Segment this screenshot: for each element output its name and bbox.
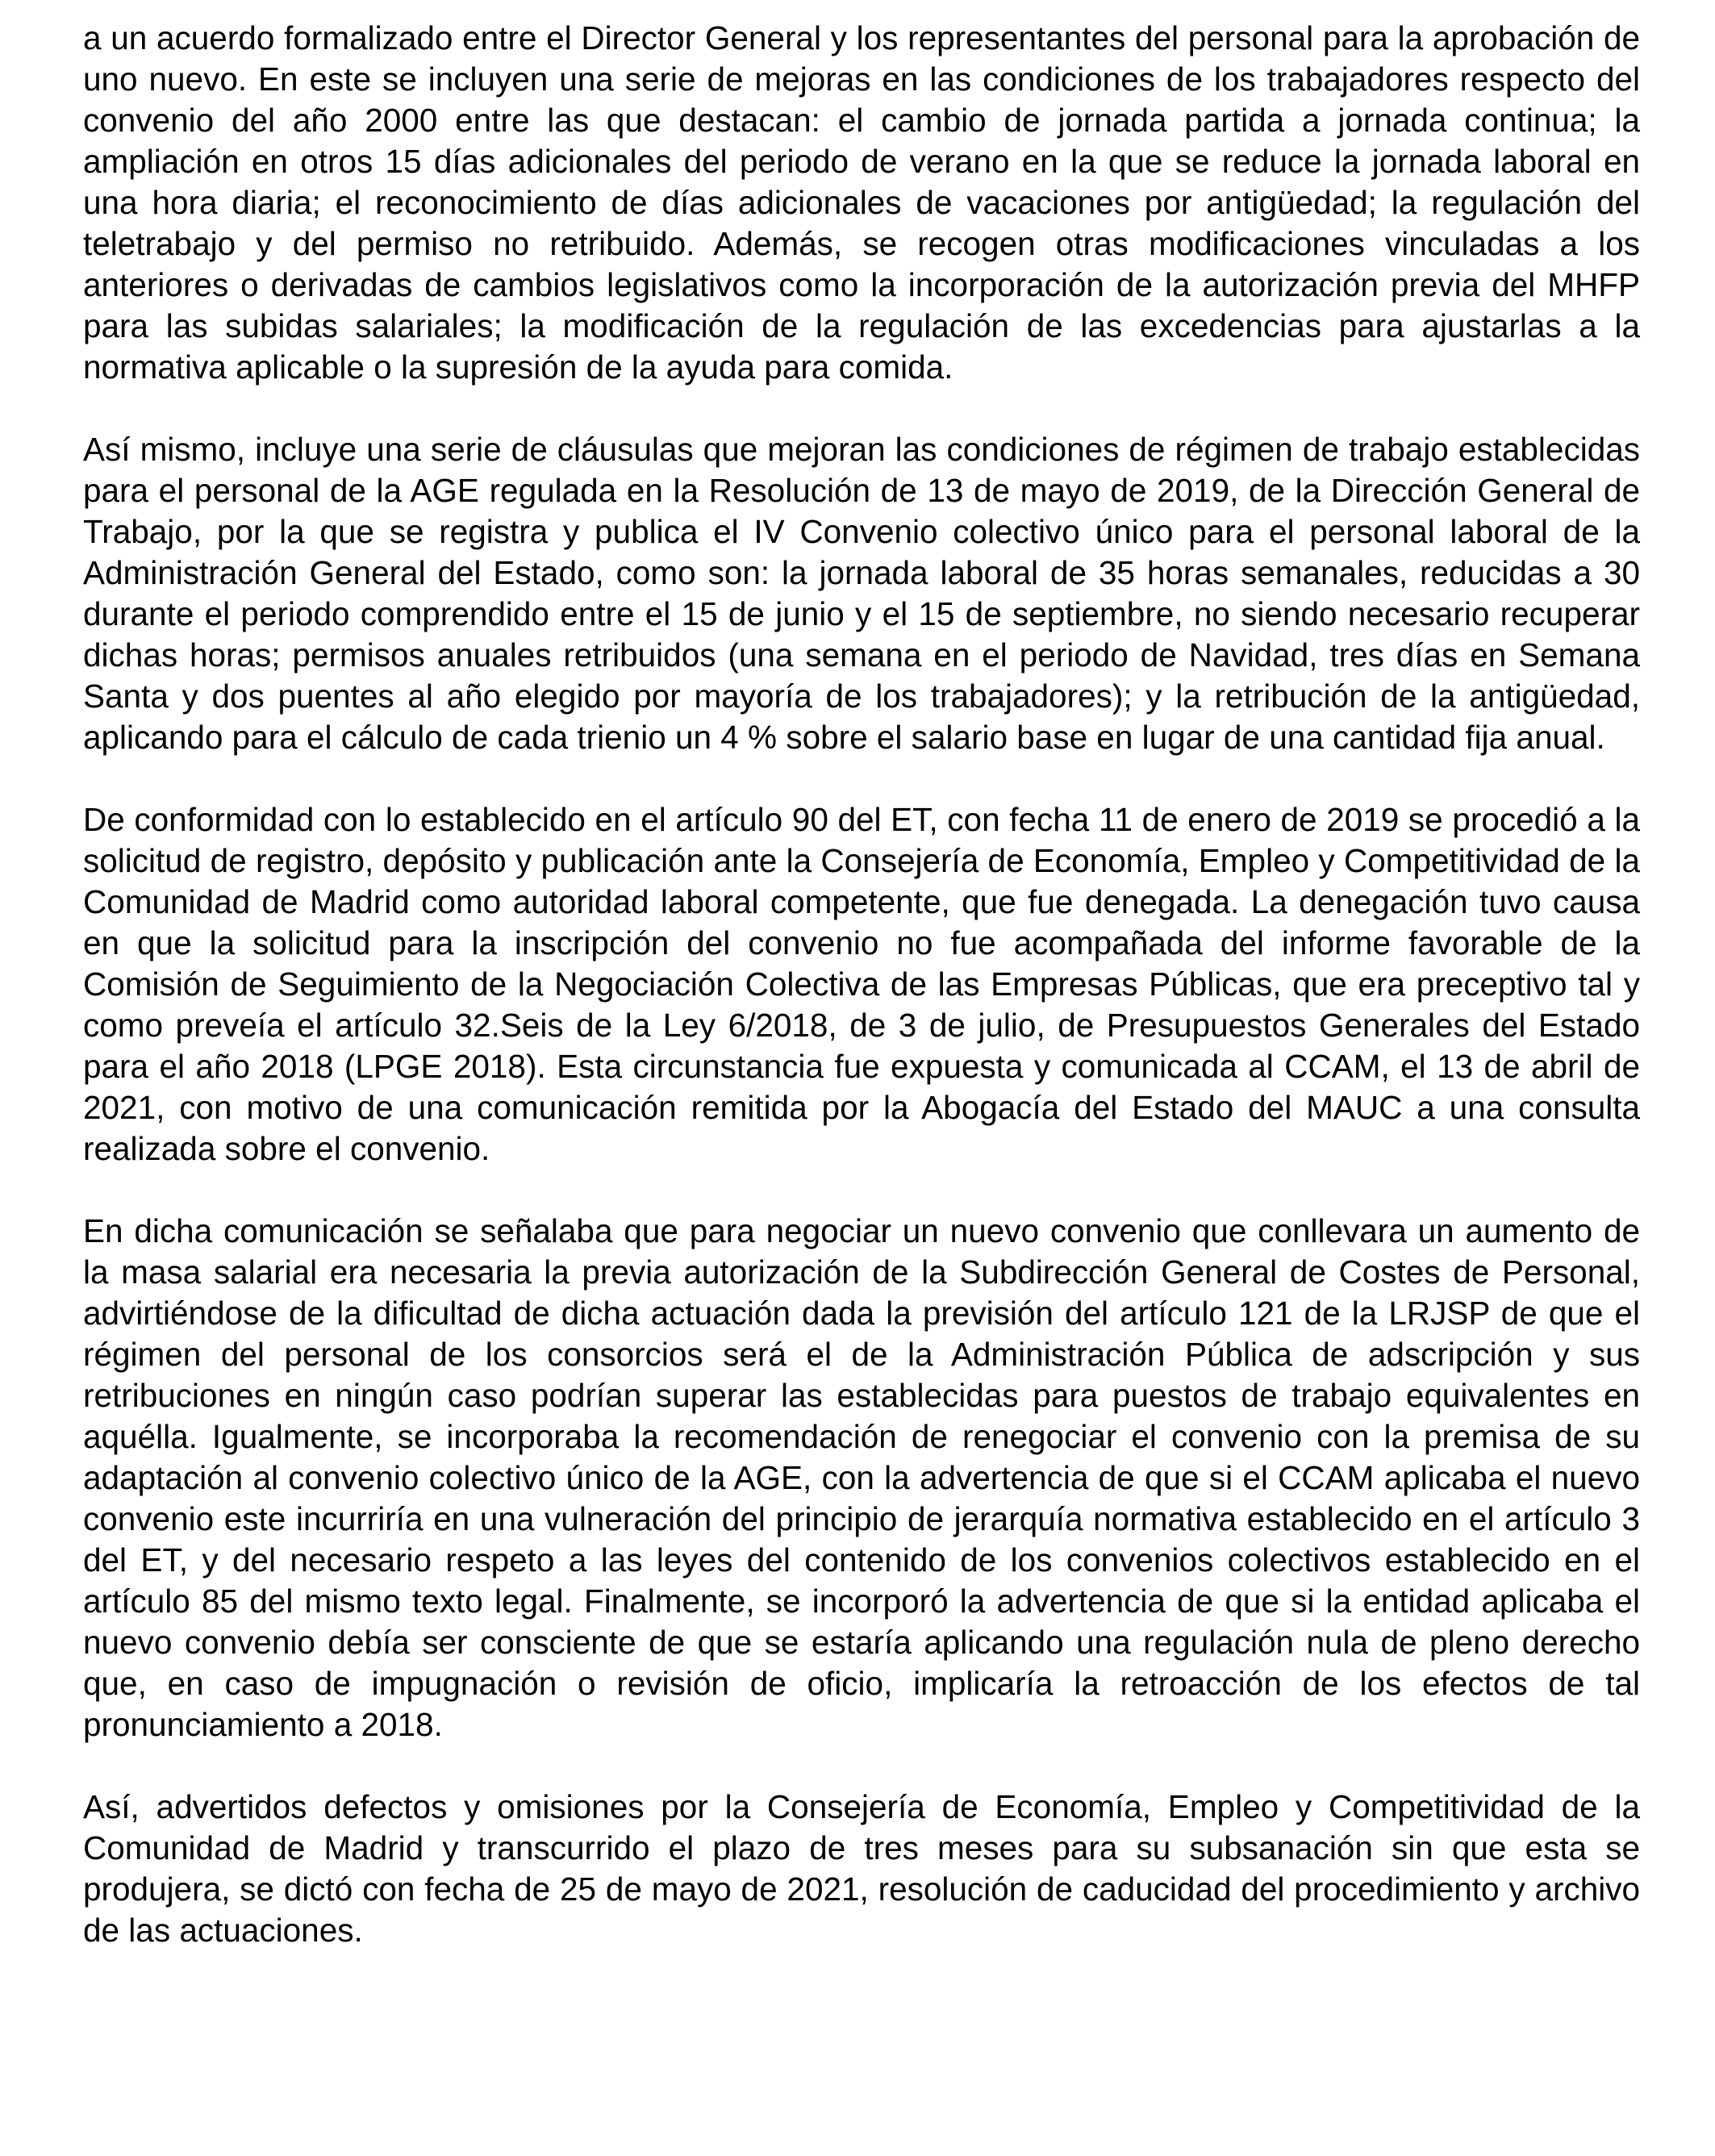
paragraph-1: a un acuerdo formalizado entre el Director General y los representantes del personal para la aprobación de uno nuevo. En este se incluyen una serie de mejoras en las condiciones de los trabajadores respecto del convenio del año 2000 entre las que destacan: el cambio de jornada partida a jornada continua; la ampliación en otros 15 días adicionales del periodo de verano en la que se reduce la jornada laboral en una hora diaria; el reconocimiento de días adicionales de vacaciones por antigüedad; la regulación del teletrabajo y del permiso no retribuido. Además, se recogen otras modificaciones vinculadas a los anteriores o derivadas de cambios legislativos como la incorporación de la autorización previa del MHFP para las subidas salariales; la modificación de la regulación de las excedencias para ajustarlas a la normativa aplicable o la supresión de la ayuda para comida. (83, 19, 1640, 386)
paragraph-4: En dicha comunicación se señalaba que para negociar un nuevo convenio que conllevara un aumento de la masa salarial era necesaria la previa autorización de la Subdirección General de Costes de Personal, advirtiéndose de la dificultad de dicha actuación dada la previsión del artículo 121 de la LRJSP de que el régimen del personal de los consorcios será el de la Administración Pública de adscripción y sus retribuciones en ningún caso podrían superar las establecidas para puestos de trabajo equivalentes en aquélla. Igualmente, se incorporaba la recomendación de renegociar el convenio con la premisa de su adaptación al convenio colectivo único de la AGE, con la advertencia de que si el CCAM aplicaba el nuevo convenio este incurriría en una vulneración del principio de jerarquía normativa establecido en el artículo 3 del ET, y del necesario respeto a las leyes del contenido de los convenios colectivos establecido en el artículo 85 del mismo texto legal. Finalmente, se incorporó la advertencia de que si la entidad aplicaba el nuevo convenio debía ser consciente de que se estaría aplicando una regulación nula de pleno derecho que, en caso de impugnación o revisión de oficio, implicaría la retroacción de los efectos de tal pronunciamiento a 2018. (83, 1212, 1640, 1743)
paragraph-2: Así mismo, incluye una serie de cláusulas que mejoran las condiciones de régimen de trabajo establecidas para el personal de la AGE regulada en la Resolución de 13 de mayo de 2019, de la Dirección General de Trabajo, por la que se registra y publica el IV Convenio colectivo único para el personal laboral de la Administración General del Estado, como son: la jornada laboral de 35 horas semanales, reducidas a 30 durante el periodo comprendido entre el 15 de junio y el 15 de septiembre, no siendo necesario recuperar dichas horas; permisos anuales retribuidos (una semana en el periodo de Navidad, tres días en Semana Santa y dos puentes al año elegido por mayoría de los trabajadores); y la retribución de la antigüedad, aplicando para el cálculo de cada trienio un 4 % sobre el salario base en lugar de una cantidad fija anual. (83, 431, 1640, 756)
document-page (83, 18, 1640, 1992)
paragraph-5: Así, advertidos defectos y omisiones por la Consejería de Economía, Empleo y Competitividad de la Comunidad de Madrid y transcurrido el plazo de tres meses para su subsanación sin que esta se produjera, se dictó con fecha de 25 de mayo de 2021, resolución de caducidad del procedimiento y archivo de las actuaciones. (83, 1788, 1640, 1949)
paragraph-3: De conformidad con lo establecido en el artículo 90 del ET, con fecha 11 de enero de 2019 se procedió a la solicitud de registro, depósito y publicación ante la Consejería de Economía, Empleo y Competitividad de la Comunidad de Madrid como autoridad laboral competente, que fue denegada. La denegación tuvo causa en que la solicitud para la inscripción del convenio no fue acompañada del informe favorable de la Comisión de Seguimiento de la Negociación Colectiva de las Empresas Públicas, que era preceptivo tal y como preveía el artículo 32.Seis de la Ley 6/2018, de 3 de julio, de Presupuestos Generales del Estado para el año 2018 (LPGE 2018). Esta circunstancia fue expuesta y comunicada al CCAM, el 13 de abril de 2021, con motivo de una comunicación remitida por la Abogacía del Estado del MAUC a una consulta realizada sobre el convenio. (83, 801, 1640, 1167)
